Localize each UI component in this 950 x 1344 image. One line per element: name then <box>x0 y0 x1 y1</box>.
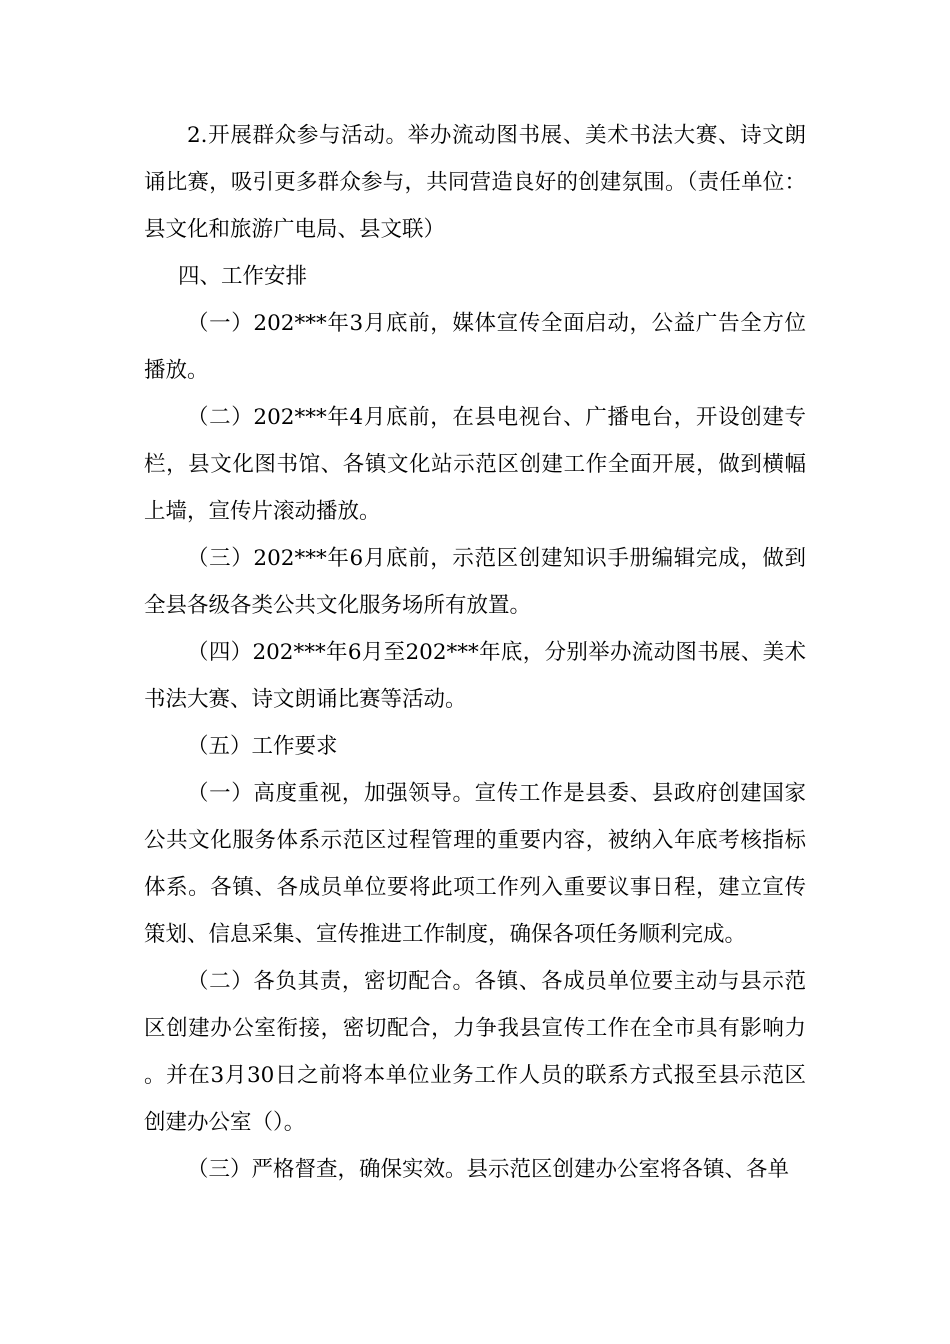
paragraph-requirement-3: （三）严格督查，确保实效。县示范区创建办公室将各镇、各单 <box>187 1157 790 1182</box>
subheading-work-requirements: （五）工作要求 <box>187 734 338 759</box>
paragraph-public-activities: 2.开展群众参与活动。举办流动图书展、美术书法大赛、诗文朗诵比赛，吸引更多群众参与，共同营造良好的创建氛围。（责任单位：县文化和旅游广电局、县文联） <box>144 123 806 242</box>
paragraph-requirement-1: （一）高度重视，加强领导。宣传工作是县委、县政府创建国家公共文化服务体系示范区过程管理的重要内容，被纳入年底考核指标体系。各镇、各成员单位要将此项工作列入重要议事日程，建立宣传策划、信息采集、宣传推进工作制度，确保各项任务顺利完成。 <box>144 781 806 947</box>
section-heading-work-schedule: 四、工作安排 <box>178 264 308 289</box>
document-body <box>144 112 806 1193</box>
paragraph-schedule-1: （一）202***年3月底前，媒体宣传全面启动，公益广告全方位播放。 <box>144 311 806 383</box>
paragraph-requirement-2: （二）各负其责，密切配合。各镇、各成员单位要主动与县示范区创建办公室衔接，密切配合，力争我县宣传工作在全市具有影响力。并在3月30日之前将本单位业务工作人员的联系方式报至县示范区创建办公室（）。 <box>144 969 806 1135</box>
paragraph-schedule-4: （四）202***年6月至202***年底，分别举办流动图书展、美术书法大赛、诗文朗诵比赛等活动。 <box>144 640 806 712</box>
paragraph-schedule-2: （二）202***年4月底前，在县电视台、广播电台，开设创建专栏，县文化图书馆、各镇文化站示范区创建工作全面开展，做到横幅上墙，宣传片滚动播放。 <box>144 405 806 524</box>
paragraph-schedule-3: （三）202***年6月底前，示范区创建知识手册编辑完成，做到全县各级各类公共文化服务场所有放置。 <box>144 546 806 618</box>
